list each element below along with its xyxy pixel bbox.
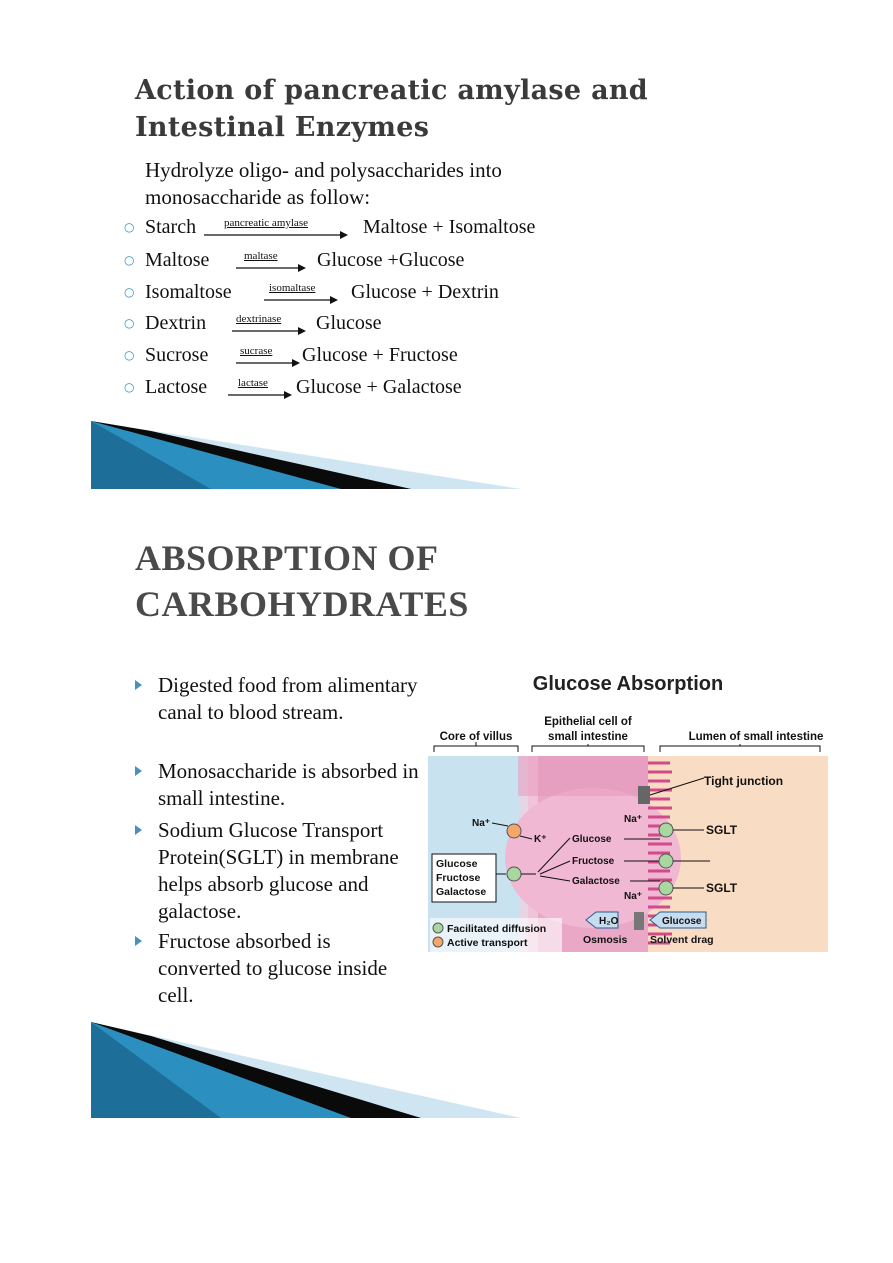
- reaction-substrate: Isomaltose: [145, 281, 232, 303]
- slide1-intro: [145, 157, 665, 211]
- reaction-substrate: Dextrin: [145, 312, 207, 334]
- tight-junction-block: [638, 786, 650, 804]
- reaction-products: Glucose + Fructose: [302, 344, 458, 366]
- bracket-epithelial: [532, 744, 644, 752]
- label-sglt-top: SGLT: [706, 823, 738, 837]
- label-epithelial-line1: Epithelial cell of: [544, 716, 632, 728]
- legend-active-transport: Active transport: [447, 937, 528, 949]
- label-k-plus: K⁺: [534, 834, 547, 845]
- label-solvent-drag: Solvent drag: [650, 934, 714, 946]
- slide1-title-line2: Intestinal Enzymes: [135, 112, 430, 143]
- reaction-products: Glucose + Galactose: [296, 376, 462, 398]
- reaction-products: Maltose + Isomaltose: [363, 216, 536, 238]
- label-na-right-top: Na⁺: [624, 814, 643, 825]
- slide2-ribbon-decoration: [91, 1022, 521, 1118]
- active-transport-pump-circle: [507, 824, 521, 838]
- circle-bullet-icon: ○: [124, 253, 135, 267]
- label-tight-junction: Tight junction: [704, 774, 784, 788]
- cell-label-fructose: Fructose: [572, 856, 615, 867]
- bullet-item: [135, 672, 425, 753]
- facilitated-diffusion-circle: [507, 867, 521, 881]
- cell-label-galactose: Galactose: [572, 876, 620, 887]
- intro-line2: monosaccharide as follow:: [145, 185, 371, 209]
- bullet-text: Sodium Glucose Transport Protein(SGLT) in membrane helps absorb glucose and galactose.: [158, 818, 399, 923]
- slide1-ribbon-decoration: [91, 421, 521, 491]
- label-na-left: Na⁺: [472, 818, 491, 829]
- triangle-bullet-icon: [135, 936, 142, 946]
- bullet-text: Digested food from alimentary canal to blood stream.: [158, 673, 418, 724]
- intro-line1: Hydrolyze oligo- and polysaccharides into: [145, 158, 502, 182]
- label-na-right-bottom: Na⁺: [624, 891, 643, 902]
- reaction-enzyme: maltase: [244, 250, 278, 262]
- circle-bullet-icon: ○: [124, 220, 135, 234]
- diagram-title: Glucose Absorption: [532, 673, 724, 695]
- label-lumen: Lumen of small intestine: [688, 731, 824, 743]
- triangle-bullet-icon: [135, 766, 142, 776]
- legend-green-circle: [433, 923, 443, 933]
- slide2-title: [135, 535, 555, 627]
- bullet-item: [135, 928, 425, 1009]
- reaction-products: Glucose + Dextrin: [351, 281, 499, 303]
- sglt-circle-bottom: [659, 881, 673, 895]
- box-galactose: Galactose: [436, 886, 487, 898]
- reaction-enzyme: isomaltase: [269, 282, 316, 294]
- circle-bullet-icon: ○: [124, 316, 135, 330]
- reaction-substrate: Sucrose: [145, 344, 209, 366]
- bullet-item: [135, 758, 425, 812]
- cell-label-glucose: Glucose: [572, 834, 612, 845]
- label-glucose-bottom: Glucose: [662, 916, 702, 927]
- bracket-lumen: [660, 744, 820, 752]
- sglt-circle-top: [659, 823, 673, 837]
- reaction-products: Glucose +Glucose: [317, 249, 465, 271]
- reaction-arrow-icon: [232, 322, 306, 332]
- circle-bullet-icon: ○: [124, 348, 135, 362]
- label-h2o: H₂O: [599, 916, 619, 927]
- glucose-absorption-diagram: [428, 668, 828, 958]
- reaction-products: Glucose: [316, 312, 382, 334]
- label-core-of-villus: Core of villus: [439, 731, 513, 743]
- box-fructose: Fructose: [436, 872, 481, 884]
- reaction-arrow-icon: [204, 226, 348, 236]
- label-epithelial-line2: small intestine: [548, 731, 628, 743]
- slide1-title: [135, 72, 735, 146]
- bullet-text: Fructose absorbed is converted to glucose inside cell.: [158, 929, 388, 1007]
- triangle-bullet-icon: [135, 825, 142, 835]
- bracket-core: [434, 742, 518, 752]
- reaction-enzyme: sucrase: [240, 345, 273, 357]
- slide2-title-line1: ABSORPTION OF: [135, 538, 439, 578]
- circle-bullet-icon: ○: [124, 285, 135, 299]
- reaction-arrow-icon: [264, 291, 338, 301]
- reaction-arrow-icon: [236, 259, 306, 269]
- reaction-enzyme: dextrinase: [236, 313, 282, 325]
- reaction-substrate: Maltose: [145, 249, 210, 271]
- reaction-enzyme: pancreatic amylase: [224, 217, 308, 229]
- bullet-item: [135, 817, 425, 925]
- reaction-arrow-icon: [236, 354, 300, 364]
- circle-bullet-icon: ○: [124, 380, 135, 394]
- legend-facilitated-diffusion: Facilitated diffusion: [447, 923, 547, 935]
- label-osmosis: Osmosis: [583, 934, 628, 946]
- slide1-title-line1: Action of pancreatic amylase and: [135, 75, 648, 106]
- reaction-substrate: Lactose: [145, 376, 208, 398]
- bullet-text: Monosaccharide is absorbed in small intestine.: [158, 759, 419, 810]
- legend-orange-circle: [433, 937, 443, 947]
- reaction-enzyme: lactase: [238, 377, 268, 389]
- label-sglt-bottom: SGLT: [706, 881, 738, 895]
- reaction-substrate: Starch: [145, 216, 197, 238]
- glut-circle: [659, 854, 673, 868]
- slide2-title-line2: CARBOHYDRATES: [135, 584, 469, 624]
- reaction-arrow-icon: [228, 386, 292, 396]
- box-glucose: Glucose: [436, 858, 478, 870]
- triangle-bullet-icon: [135, 680, 142, 690]
